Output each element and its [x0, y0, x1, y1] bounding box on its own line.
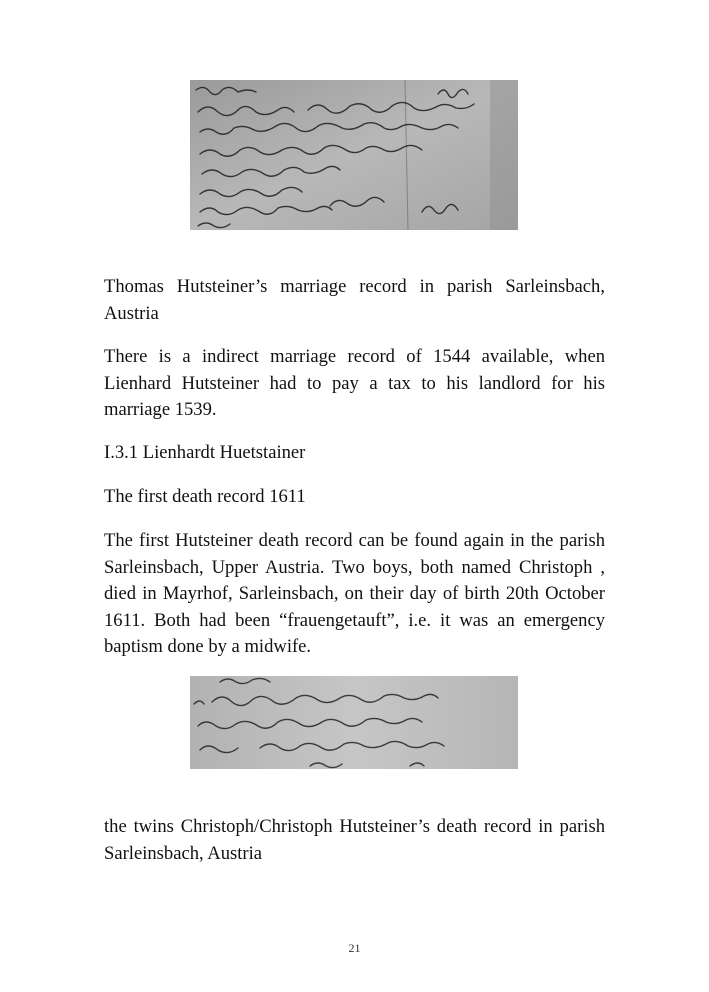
death-record-scan — [190, 676, 518, 769]
subheading-death-record: The first death record 1611 — [104, 486, 306, 507]
page-number: 21 — [348, 941, 361, 955]
caption-marriage-record: Thomas Hutsteiner’s marriage record in parish Sarleinsbach, Austria — [104, 276, 605, 324]
caption-death-record: the twins Christoph/Christoph Hutsteiner’s death record in parish Sarleinsbach, Austria — [104, 816, 605, 864]
paragraph-death-record: The first Hutsteiner death record can be found again in the parish Sarleinsbach, Upper Austria. Two boys, both named Christoph , died in Mayrhof, Sarleinsbach, on their day of birth 20th October 1611. Both had been “frauengetauft”, i.e. it was an emergency baptism done by a midwife. — [104, 530, 605, 657]
paragraph-indirect-marriage: There is a indirect marriage record of 1544 available, when Lienhard Hutsteiner had to pay a tax to his landlord for his marriage 1539. — [104, 346, 605, 420]
marriage-record-scan — [190, 80, 518, 230]
section-heading: I.3.1 Lienhardt Huetstainer — [104, 442, 306, 463]
